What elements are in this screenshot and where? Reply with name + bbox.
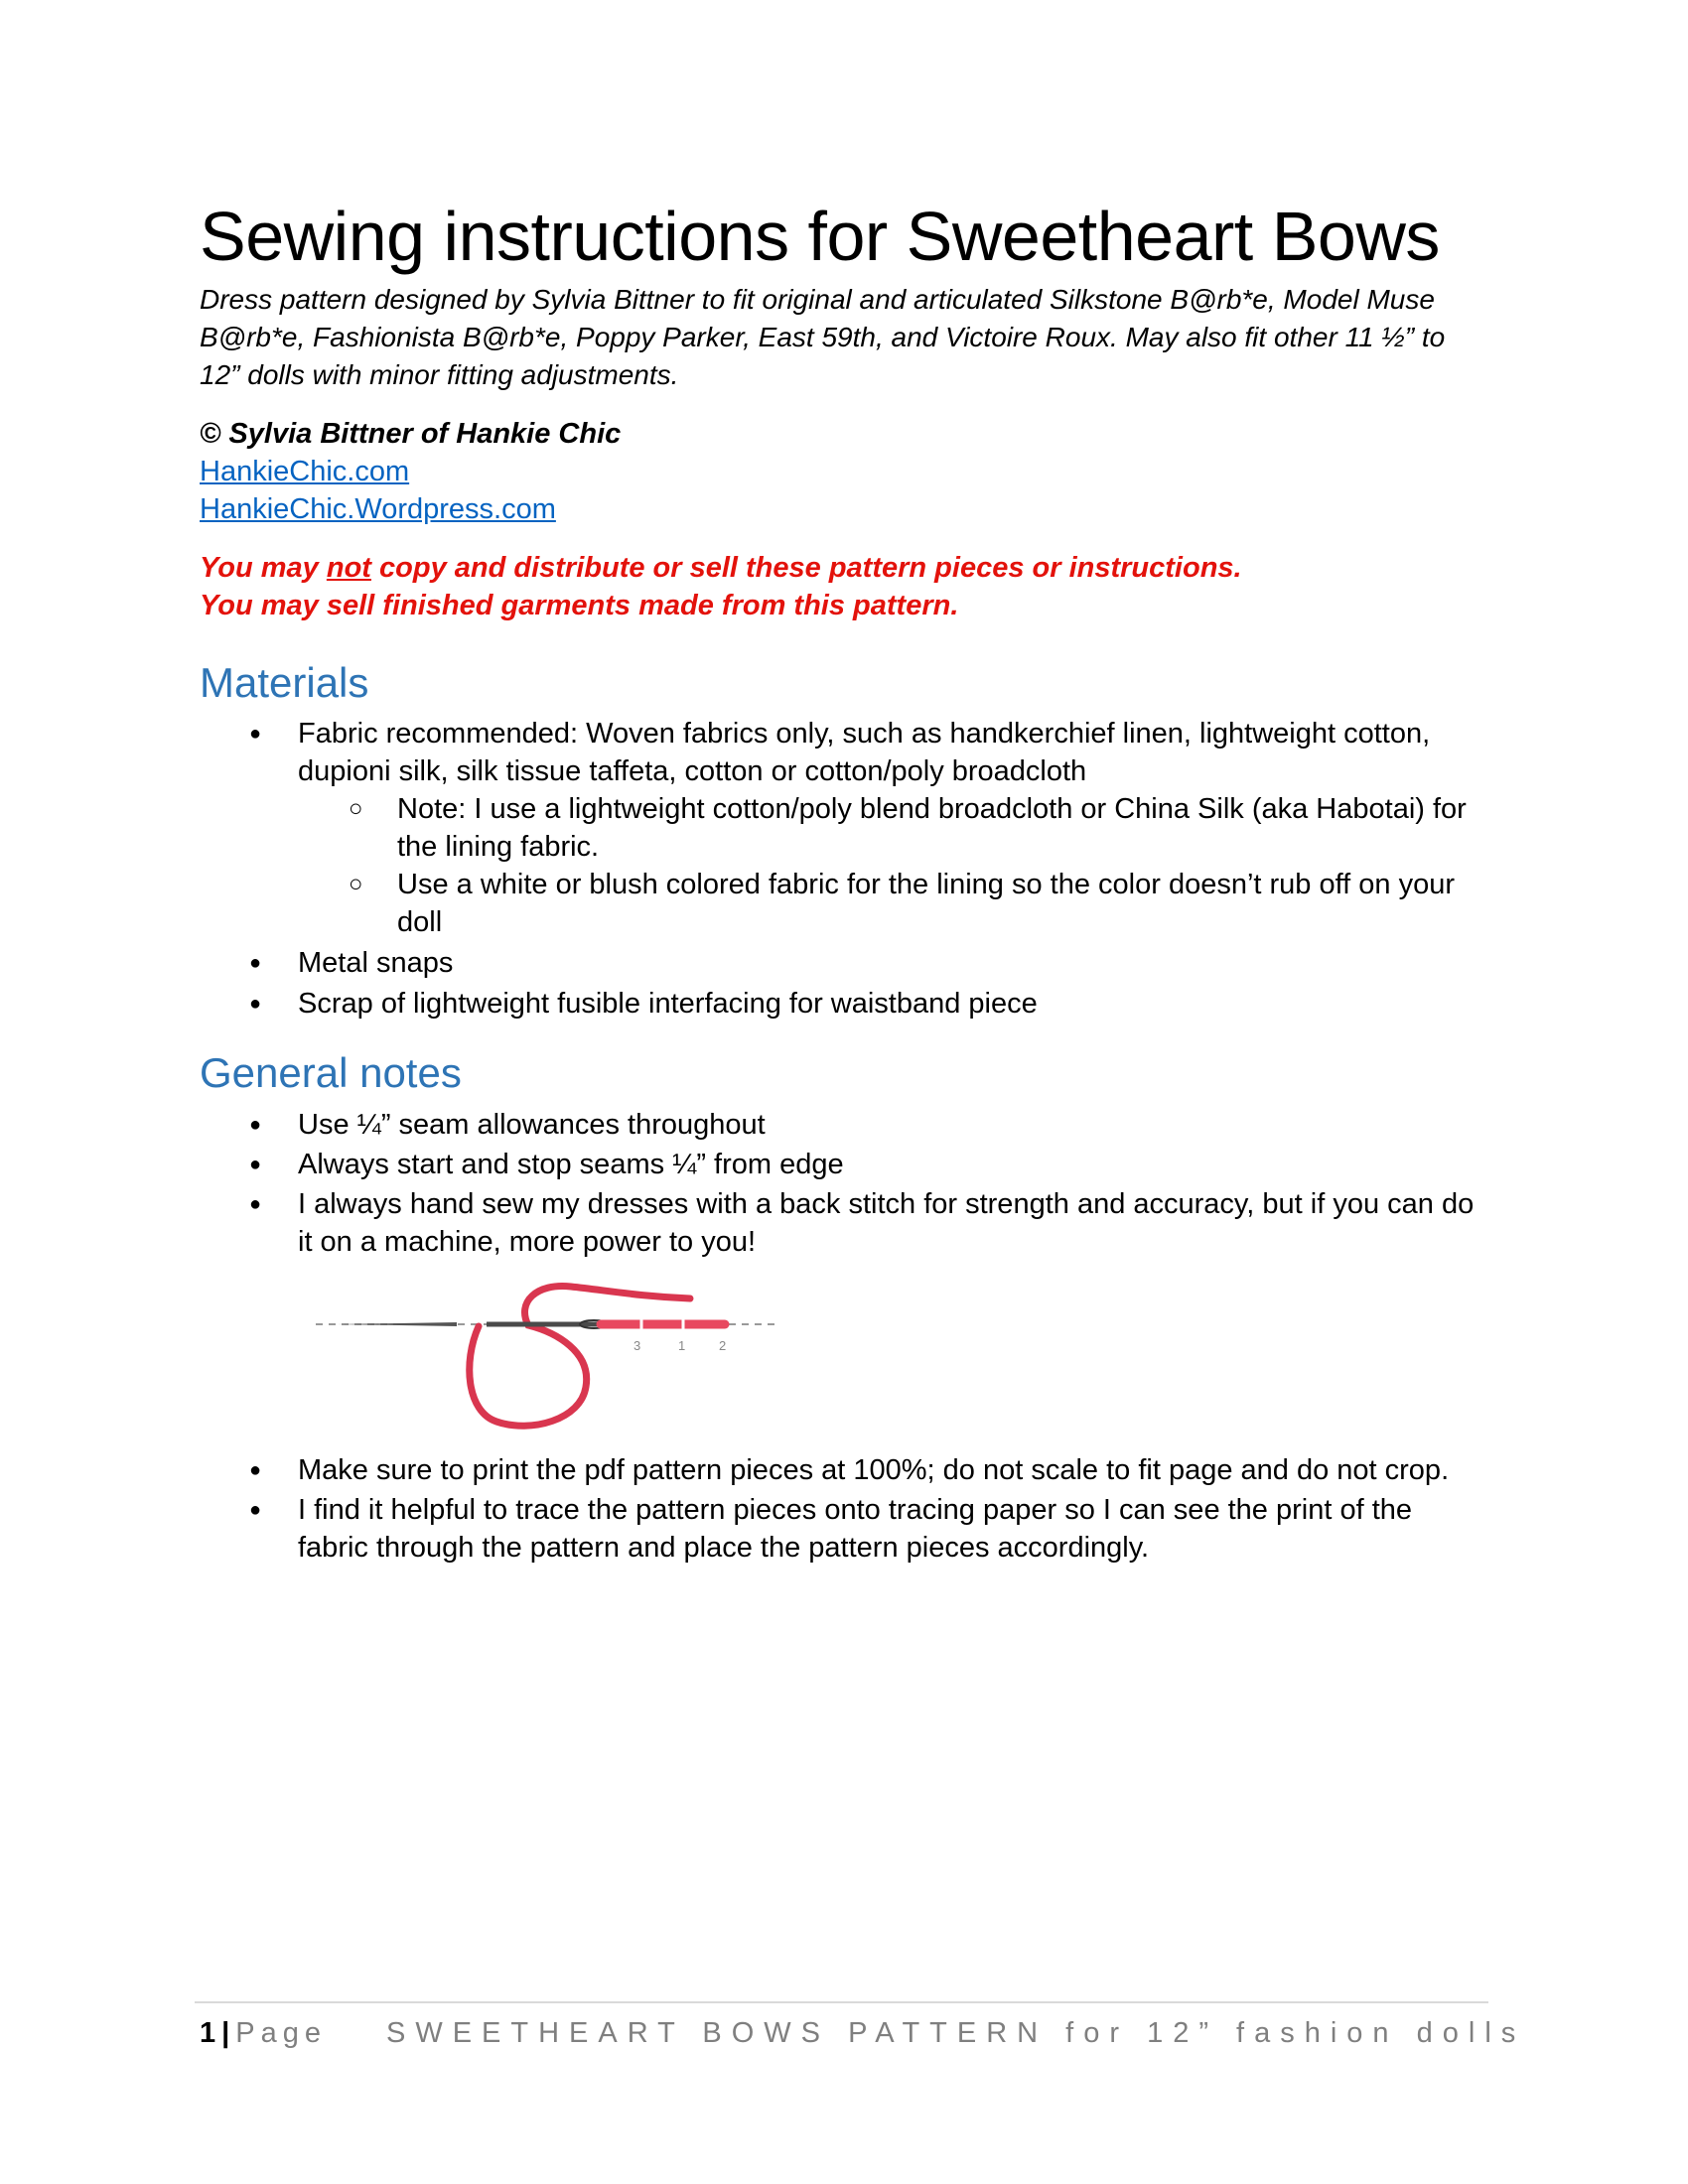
page-word: Page [235,2017,327,2049]
page-number: 1 [200,2017,216,2049]
list-item [0,1146,1489,1183]
list-item [0,715,1489,790]
copyright-line: © Sylvia Bittner of Hankie Chic [200,418,622,450]
materials-heading: Materials [200,659,369,706]
subtitle: Dress pattern designed by Sylvia Bittner to fit original and articulated Silkstone B@rb*e, Model Muse B@rb*e, Fashionista B@rb*e, Poppy Parker, East 59th, and Victoire Roux. May also fit other 11 ½” to 12” dolls with minor fitting adjustments. [200,284,1446,390]
footer-divider [195,2001,1488,2003]
materials-sub-1: Note: I use a lightweight cotton/poly blend broadcloth or China Silk (aka Habotai) for the lining fabric. [397,793,1467,863]
warning-not: not [326,552,371,584]
footer-separator: | [221,2017,230,2049]
list-item [0,790,1489,866]
list-item [0,1185,1489,1261]
link-hankiechic-wordpress[interactable]: HankieChic.Wordpress.com [200,493,556,525]
list-item [0,1106,1489,1144]
thread [470,1286,690,1426]
stitch-label-2: 2 [719,1338,727,1353]
list-item [0,944,1489,982]
note-start-stop: Always start and stop seams ¼” from edge [298,1149,844,1180]
general-notes-list-continued [0,1451,1688,1567]
running-title: SWEETHEART BOWS PATTERN for 12” fashion dolls [386,2017,1526,2049]
circle-bullet-icon: ○ [349,871,363,897]
materials-snaps: Metal snaps [298,947,454,979]
materials-fabric: Fabric recommended: Woven fabrics only, such as handkerchief linen, lightweight cotton, dupioni silk, silk tissue taffeta, cotton or cotton/poly broadcloth [298,718,1431,787]
bullet-icon: ● [249,993,262,1015]
general-notes-list [0,1106,1688,1261]
list-item [0,1451,1489,1489]
page-title: Sewing instructions for Sweetheart Bows [200,198,1440,275]
bullet-icon: ● [249,723,262,745]
materials-interfacing: Scrap of lightweight fusible interfacing for waistband piece [298,988,1038,1020]
bullet-icon: ● [249,1114,262,1136]
circle-bullet-icon: ○ [349,795,363,822]
note-tracing-paper: I find it helpful to trace the pattern pieces onto tracing paper so I can see the print of the fabric through the pattern and place the pattern pieces accordingly. [298,1494,1413,1564]
warning-text-before: You may [200,552,327,584]
bullet-icon: ● [249,952,262,974]
list-item [0,1491,1489,1567]
list-item [0,985,1489,1023]
note-hand-sew: I always hand sew my dresses with a back stitch for strength and accuracy, but if you can do it on a machine, more power to you! [298,1188,1475,1258]
warning-line-2: You may sell finished garments made from this pattern. [200,590,959,621]
bullet-icon: ● [249,1193,262,1215]
stitch-label-3: 3 [633,1338,641,1353]
materials-list [0,715,1688,1023]
stitch-label-1: 1 [678,1338,686,1353]
general-notes-heading: General notes [200,1049,462,1096]
warning-text-after: copy and distribute or sell these pattern pieces or instructions. [370,552,1242,584]
bullet-icon: ● [249,1459,262,1481]
list-item [0,866,1489,941]
note-seam-allowance: Use ¼” seam allowances throughout [298,1109,766,1141]
materials-sub-2: Use a white or blush colored fabric for the lining so the color doesn’t rub off on your doll [397,869,1455,938]
warning-line-1 [200,549,1242,587]
bullet-icon: ● [249,1154,262,1175]
bullet-icon: ● [249,1499,262,1521]
link-hankiechic[interactable]: HankieChic.com [200,456,410,487]
page-footer [200,2013,1525,2053]
back-stitch-diagram [298,1273,794,1441]
note-print-100: Make sure to print the pdf pattern pieces at 100%; do not scale to fit page and do not crop. [298,1454,1450,1486]
needle-tip [338,1322,457,1326]
